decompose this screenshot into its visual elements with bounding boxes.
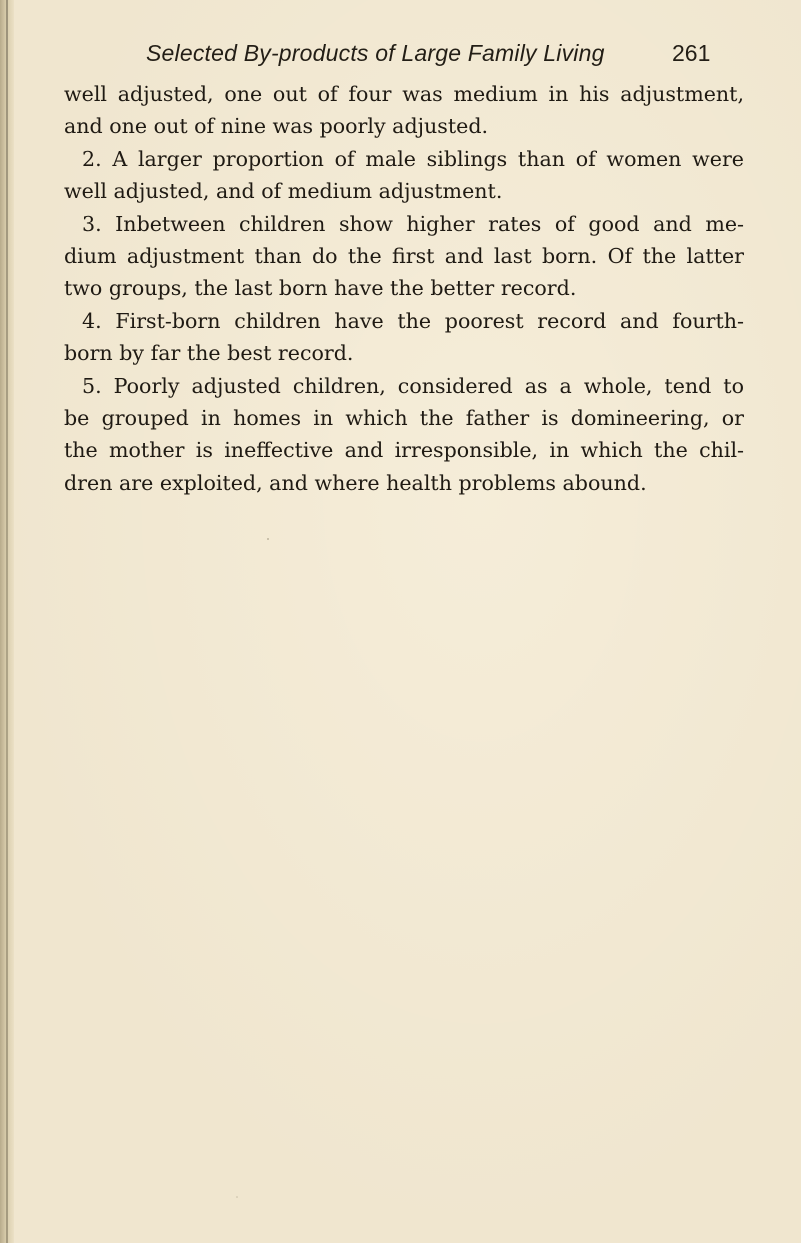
text-line: well adjusted, and of medium adjustment. — [64, 179, 503, 204]
binding-edge — [6, 0, 8, 1243]
page-number: 261 — [672, 40, 711, 66]
running-head — [0, 36, 801, 76]
text-line: the mother is ineffective and irresponsible, in which the chil- — [64, 438, 744, 463]
list-item-5-line: 5. Poorly adjusted children, considered as a whole, tend to — [82, 373, 744, 398]
text-line: well adjusted, one out of four was medium in his adjustment, — [64, 82, 744, 106]
text-line: dium adjustment than do the first and last born. Of the latter — [64, 243, 744, 268]
list-item-4-line: 4. First-born children have the poorest record and fourth- — [82, 308, 744, 333]
list-item-3-line: 3. Inbetween children show higher rates of good and me- — [82, 211, 744, 236]
body-text — [64, 78, 744, 499]
text-line: dren are exploited, and where health problems abound. — [64, 470, 647, 495]
text-line: born by far the best record. — [64, 341, 354, 366]
text-line: be grouped in homes in which the father is domineering, or — [64, 405, 744, 430]
text-line: and one out of nine was poorly adjusted. — [64, 114, 489, 139]
list-item-2-line: 2. A larger proportion of male siblings than of women were — [82, 146, 744, 171]
text-line: two groups, the last born have the better record. — [64, 276, 577, 301]
running-head-title: Selected By-products of Large Family Living — [146, 40, 605, 66]
